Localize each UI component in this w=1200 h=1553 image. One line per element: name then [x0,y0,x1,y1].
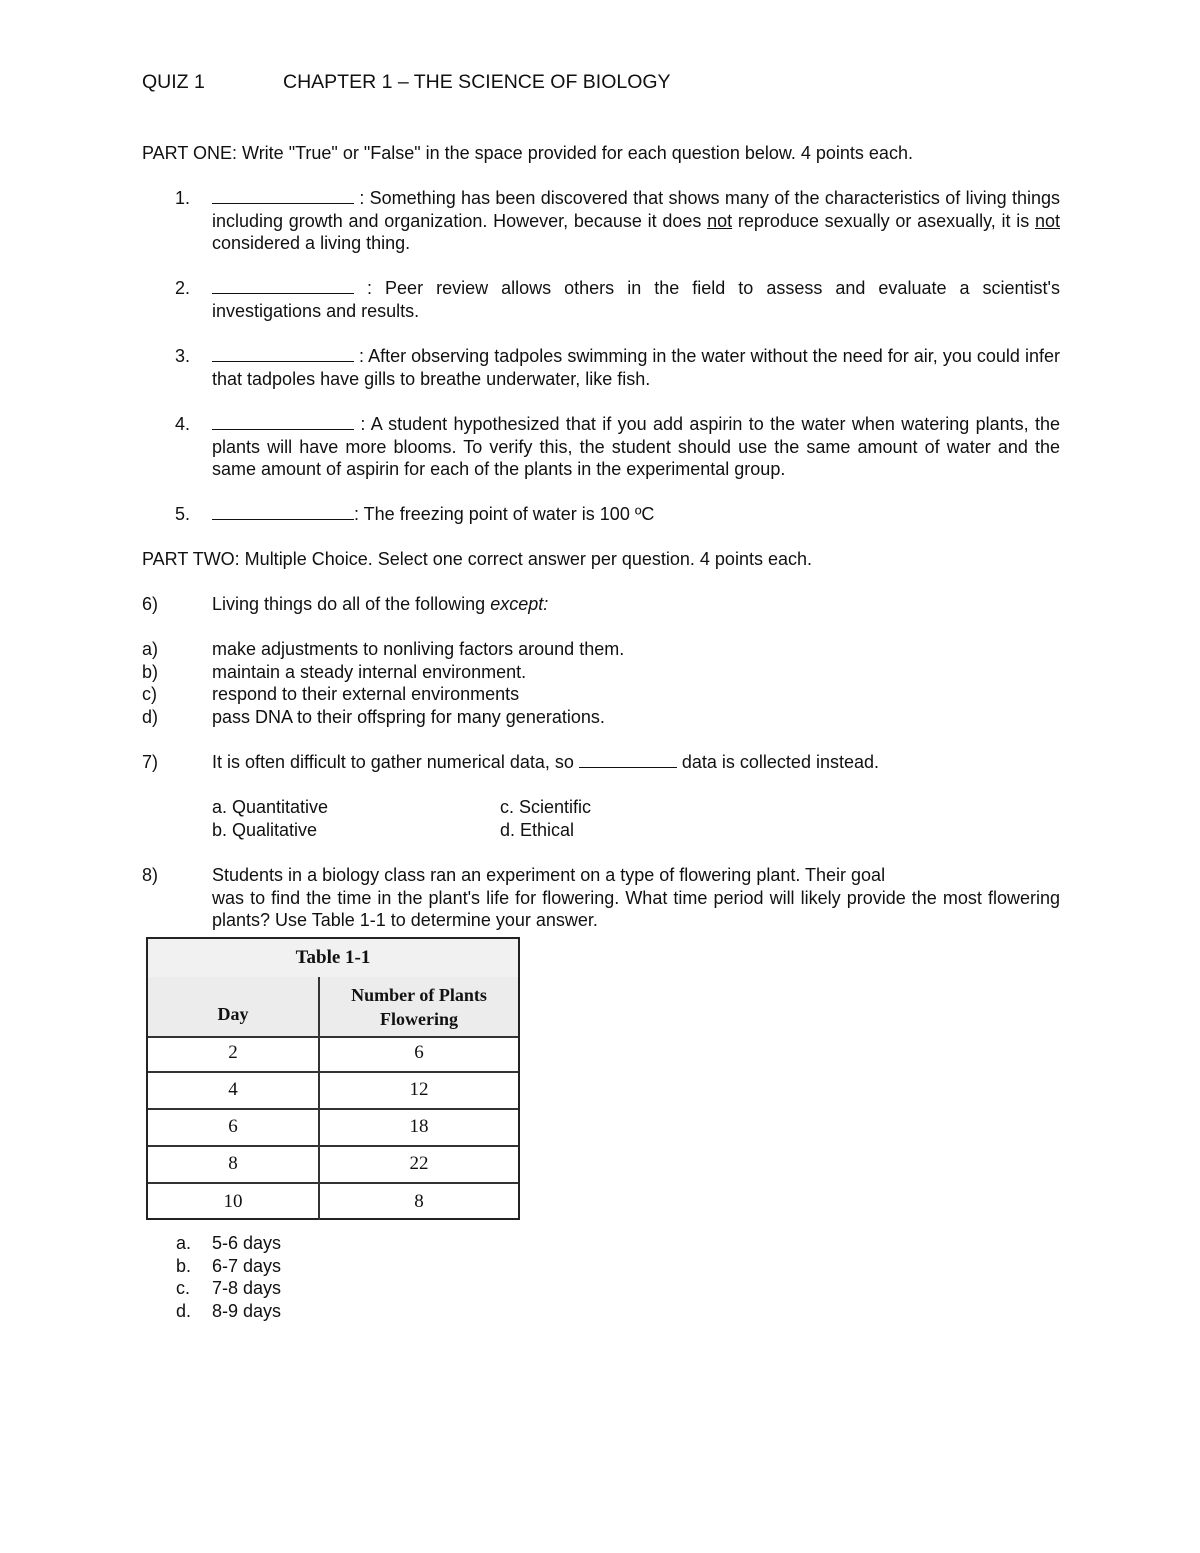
chapter-title: CHAPTER 1 – THE SCIENCE OF BIOLOGY [283,71,671,93]
question-text: reproduce sexually or asexually, it is [732,210,1035,231]
cell-day: 2 [228,1042,238,1064]
option-text: respond to their external environments [212,684,520,705]
option-letter: b) [142,661,159,682]
cell-plants-flowering: 8 [414,1191,424,1213]
cell-plants-flowering: 18 [409,1116,429,1138]
option-c[interactable]: c. Scientific [500,797,592,817]
question-text: data is collected instead. [676,752,879,772]
part-one-instructions: PART ONE: Write "True" or "False" in the space provided for each question below. 4 points each. [142,143,913,163]
option-text: 6-7 days [212,1255,282,1276]
option-letter: a. [176,1233,192,1253]
question-text: : The freezing point of water is 100 ºC [354,504,655,524]
column-header-plants: Number of Plants Flowering [351,984,487,1029]
option-letter: d) [142,706,159,727]
cell-day: 6 [228,1116,238,1138]
cell-day: 4 [228,1079,238,1101]
table-header-row [148,977,518,1038]
question-number: 1. [175,188,191,208]
option-text: 8-9 days [212,1300,282,1321]
column-header-day: Day [217,1003,249,1024]
option-text: pass DNA to their offspring for many generations. [212,706,605,727]
question-number: 8) [142,865,159,885]
option-text: maintain a steady internal environment. [212,661,527,682]
question-number: 5. [175,504,191,524]
mc-question-6 [142,593,1060,616]
emphasized-word: except: [490,594,549,614]
question-number: 3. [175,346,191,366]
option-text: 5-6 days [212,1233,282,1253]
question-number: 7) [142,752,159,772]
question-text: It is often difficult to gather numerical data, so [212,752,579,772]
underlined-word: not [1034,210,1060,231]
option-text: make adjustments to nonliving factors around them. [212,639,625,659]
table-row [148,1184,518,1221]
option-text: 7-8 days [212,1278,282,1299]
question-text-line1: Students in a biology class ran an experiment on a type of flowering plant. Their goal [212,865,886,885]
question-number: 6) [142,594,159,614]
option-b[interactable]: b. Qualitative [212,819,318,840]
option-letter: c) [142,684,157,705]
question-number: 4. [175,414,191,434]
q7-options [212,796,712,841]
underlined-word: not [707,210,733,231]
tf-question-4 [142,413,1060,481]
table-title: Table 1-1 [148,939,518,979]
option-letter: a) [142,639,159,659]
cell-day: 8 [228,1153,238,1175]
cell-plants-flowering: 22 [409,1153,429,1175]
option-d[interactable]: d. Ethical [500,819,575,840]
table-row [148,1110,518,1147]
tf-question-2 [142,277,1060,322]
data-table [146,937,520,1220]
part-two-instructions: PART TWO: Multiple Choice. Select one correct answer per question. 4 points each. [142,549,812,569]
tf-question-1 [142,187,1060,255]
answer-blank[interactable] [212,277,354,294]
option-letter: d. [176,1300,192,1321]
question-text: : Peer review allows others in the field to assess and evaluate a scientist's investigations and results. [212,278,1060,321]
question-text: : Something has been discovered that shows many of the characteristics of living things including growth and organization. However, because it does [212,188,1060,231]
answer-blank[interactable] [212,187,354,204]
answer-blank[interactable] [212,413,354,430]
question-text: considered a living thing. [212,233,411,254]
answer-blank[interactable] [212,503,354,520]
cell-plants-flowering: 6 [414,1042,424,1064]
table-row [148,1147,518,1184]
question-text: : A student hypothesized that if you add aspirin to the water when watering plants, the plants will have more blooms. To verify this, the student should use the same amount of water and the same amount of aspirin for each of the plants in the experimental group. [212,414,1060,480]
question-number: 2. [175,278,191,298]
option-a[interactable]: a. Quantitative [212,797,329,817]
table-row [148,1036,518,1073]
option-letter: b. [176,1255,192,1276]
mc-question-7 [142,751,1060,774]
tf-question-5 [142,503,1060,526]
question-text-line2: was to find the time in the plant's life for flowering. What time period will likely provide the most flowering plants? Use Table 1-1 to determine your answer. [212,887,1060,931]
cell-plants-flowering: 12 [409,1079,429,1101]
cell-day: 10 [223,1191,243,1213]
mc-question-8 [142,864,1060,932]
question-text: : After observing tadpoles swimming in the water without the need for air, you could infer that tadpoles have gills to breathe underwater, like fish. [212,346,1060,389]
question-text: Living things do all of the following [212,594,491,614]
quiz-number: QUIZ 1 [142,71,205,93]
table-row [148,1073,518,1110]
tf-question-3 [142,345,1060,390]
answer-blank[interactable] [579,751,677,768]
option-letter: c. [176,1278,191,1299]
answer-blank[interactable] [212,345,354,362]
